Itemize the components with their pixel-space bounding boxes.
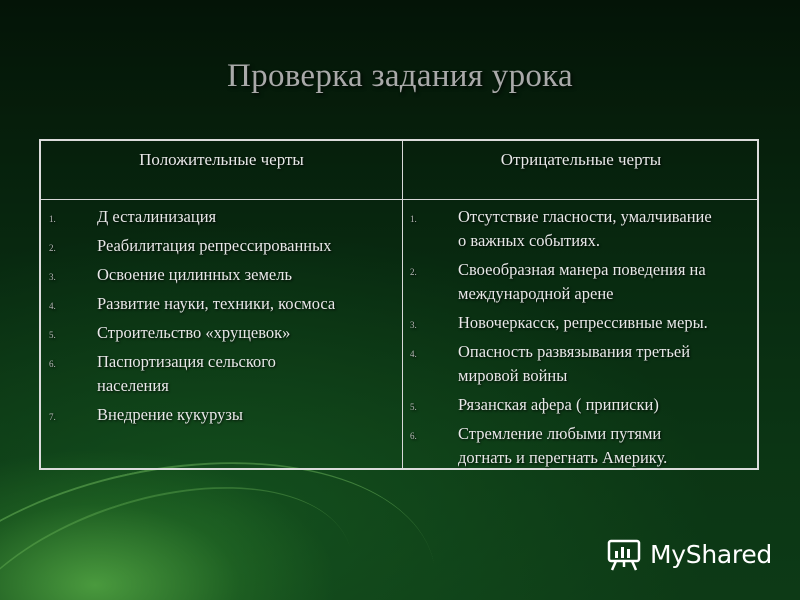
list-item (49, 321, 394, 345)
comparison-table (39, 139, 759, 470)
list-item (49, 350, 394, 398)
list-item (410, 393, 755, 417)
list-item (410, 258, 755, 306)
list-item (49, 234, 394, 258)
list-item (49, 205, 394, 229)
list-item-text: Развитие науки, техники, космоса (97, 294, 336, 313)
list-item-text: догнать и перегнать Америку. (458, 448, 668, 467)
list-item (410, 340, 755, 388)
list-item-text: Освоение цилинных земель (97, 265, 293, 284)
right-column-header: Отрицательные черты (500, 150, 662, 169)
list-item-text: населения (97, 376, 169, 395)
list-item-text: о важных событиях. (458, 231, 601, 250)
list-item (49, 263, 394, 287)
list-item-text: Своеобразная манера поведения на (458, 260, 706, 279)
list-item-number: 2. (49, 243, 56, 253)
table-divider-horizontal (41, 199, 757, 200)
watermark-text: MyShared (650, 539, 772, 569)
list-item-number: 3. (410, 320, 417, 330)
list-item-number: 6. (410, 431, 417, 441)
list-item (49, 403, 394, 427)
list-item-text: мировой войны (458, 366, 568, 385)
list-item (410, 205, 755, 253)
presentation-board-icon (606, 536, 642, 572)
list-item-number: 4. (49, 301, 56, 311)
list-item-text: международной арене (458, 284, 614, 303)
list-item-number: 4. (410, 349, 417, 359)
left-column-header: Положительные черты (139, 150, 304, 169)
list-item-number: 5. (49, 330, 56, 340)
list-item-number: 1. (410, 214, 417, 224)
list-item-text: Д есталинизация (97, 207, 217, 226)
list-item-number: 2. (410, 267, 417, 277)
list-item (410, 311, 755, 335)
list-item-text: Паспортизация сельского (97, 352, 276, 371)
list-item (410, 422, 755, 470)
list-item-number: 3. (49, 272, 56, 282)
list-item-text: Строительство «хрущевок» (97, 323, 291, 342)
list-item-number: 5. (410, 402, 417, 412)
list-item-text: Рязанская афера ( приписки) (458, 395, 659, 414)
watermark-logo (606, 536, 772, 572)
list-item-number: 7. (49, 412, 56, 422)
list-item-text: Отсутствие гласности, умалчивание (458, 207, 712, 226)
list-item-text: Внедрение кукурузы (97, 405, 243, 424)
slide-title: Проверка задания урока (227, 58, 573, 94)
list-item-text: Опасность развязывания третьей (458, 342, 691, 361)
table-divider-vertical (402, 141, 403, 468)
list-item-text: Новочеркасск, репрессивные меры. (458, 313, 708, 332)
list-item-number: 6. (49, 359, 56, 369)
list-item-number: 1. (49, 214, 56, 224)
list-item-text: Стремление любыми путями (458, 424, 662, 443)
list-item (49, 292, 394, 316)
list-item-text: Реабилитация репрессированных (97, 236, 332, 255)
